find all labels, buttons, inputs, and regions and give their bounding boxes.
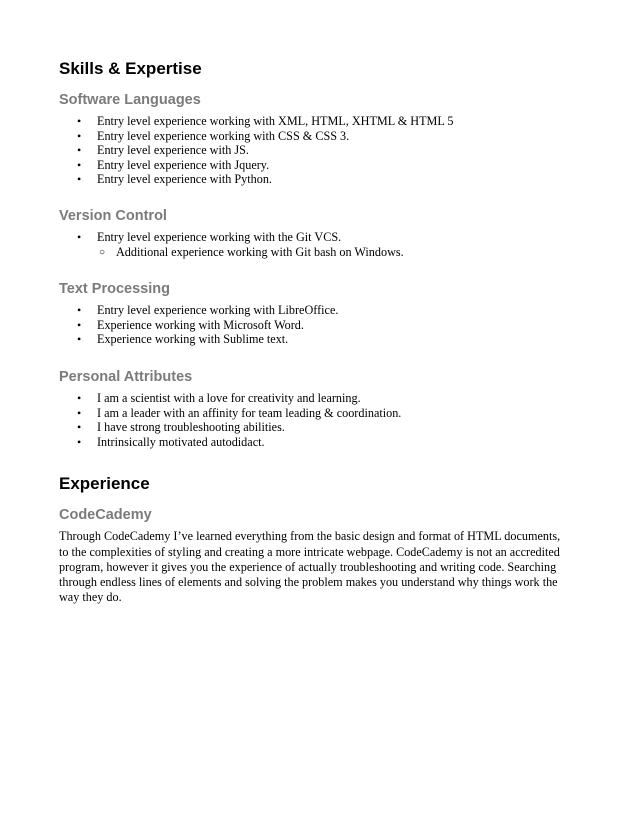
list-item [59,420,579,435]
paragraph-line: way they do. [59,590,122,605]
bullet-icon: • [77,157,82,172]
list-item-text: Experience working with Sublime text. [97,332,289,347]
list-item-text: Entry level experience working with CSS & CSS 3. [97,128,350,143]
paragraph-line: through endless lines of elements and solving the problem makes you understand why things work the [59,574,558,589]
bullet-icon: • [77,405,82,420]
list-item [59,391,579,406]
list-item [59,129,579,144]
list-item [59,230,579,245]
list-item-text: Entry level experience with Python. [97,172,272,187]
list-item-text: Intrinsically motivated autodidact. [97,434,265,449]
paragraph-line: program, however it gives you the experience of actually troubleshooting and writing code. Searching [59,559,557,574]
bullet-icon: • [77,303,82,318]
list-item-text: I am a leader with an affinity for team leading & coordination. [97,405,402,420]
bullet-icon: • [77,114,82,128]
resume-page [59,59,579,605]
list-item-text: Additional experience working with Git bash on Windows. [116,244,404,259]
list-item-text: Entry level experience working with LibreOffice. [97,303,339,318]
list-item [59,303,579,318]
list-item-text: Entry level experience with Jquery. [97,157,270,172]
bullet-icon: • [77,229,82,244]
text-processing-heading: Text Processing [59,281,170,298]
list-item [59,435,579,450]
list-item [59,172,579,187]
sub-list-item [59,245,579,260]
software-languages-heading: Software Languages [59,92,201,108]
personal-attributes-heading: Personal Attributes [59,368,193,385]
bullet-icon: • [77,390,82,405]
bullet-icon: • [77,143,82,158]
list-item [59,114,579,129]
bullet-icon: • [77,317,82,332]
list-item-text: I have strong troubleshooting abilities. [97,420,285,435]
software-languages-list [59,114,579,187]
bullet-icon: • [77,128,82,143]
personal-attributes-list [59,391,579,449]
skills-heading: Skills & Expertise [59,59,202,78]
list-item-text: I am a scientist with a love for creativity and learning. [97,390,361,405]
list-item-text: Entry level experience working with the Git VCS. [97,229,342,244]
list-item [59,406,579,421]
list-item [59,318,579,333]
list-item-text: Entry level experience working with XML, HTML, XHTML & HTML 5 [97,114,454,128]
experience-heading: Experience [59,474,150,494]
list-item [59,332,579,347]
codecademy-heading: CodeCademy [59,507,152,524]
version-control-heading: Version Control [59,207,167,224]
codecademy-paragraph [59,529,579,605]
bullet-icon: • [77,172,82,187]
paragraph-line: to the complexities of styling and creating a more intricate webpage. CodeCademy is not an accredited [59,544,560,559]
bullet-icon: • [77,420,82,435]
list-item-text: Experience working with Microsoft Word. [97,317,304,332]
paragraph-line: Through CodeCademy I’ve learned everything from the basic design and format of HTML documents, [59,529,561,544]
hollow-bullet-icon: ○ [99,246,106,258]
version-control-list [59,230,579,259]
text-processing-list [59,303,579,347]
list-item [59,158,579,173]
bullet-icon: • [77,332,82,347]
bullet-icon: • [77,434,82,449]
list-item-text: Entry level experience with JS. [97,143,249,158]
list-item [59,143,579,158]
